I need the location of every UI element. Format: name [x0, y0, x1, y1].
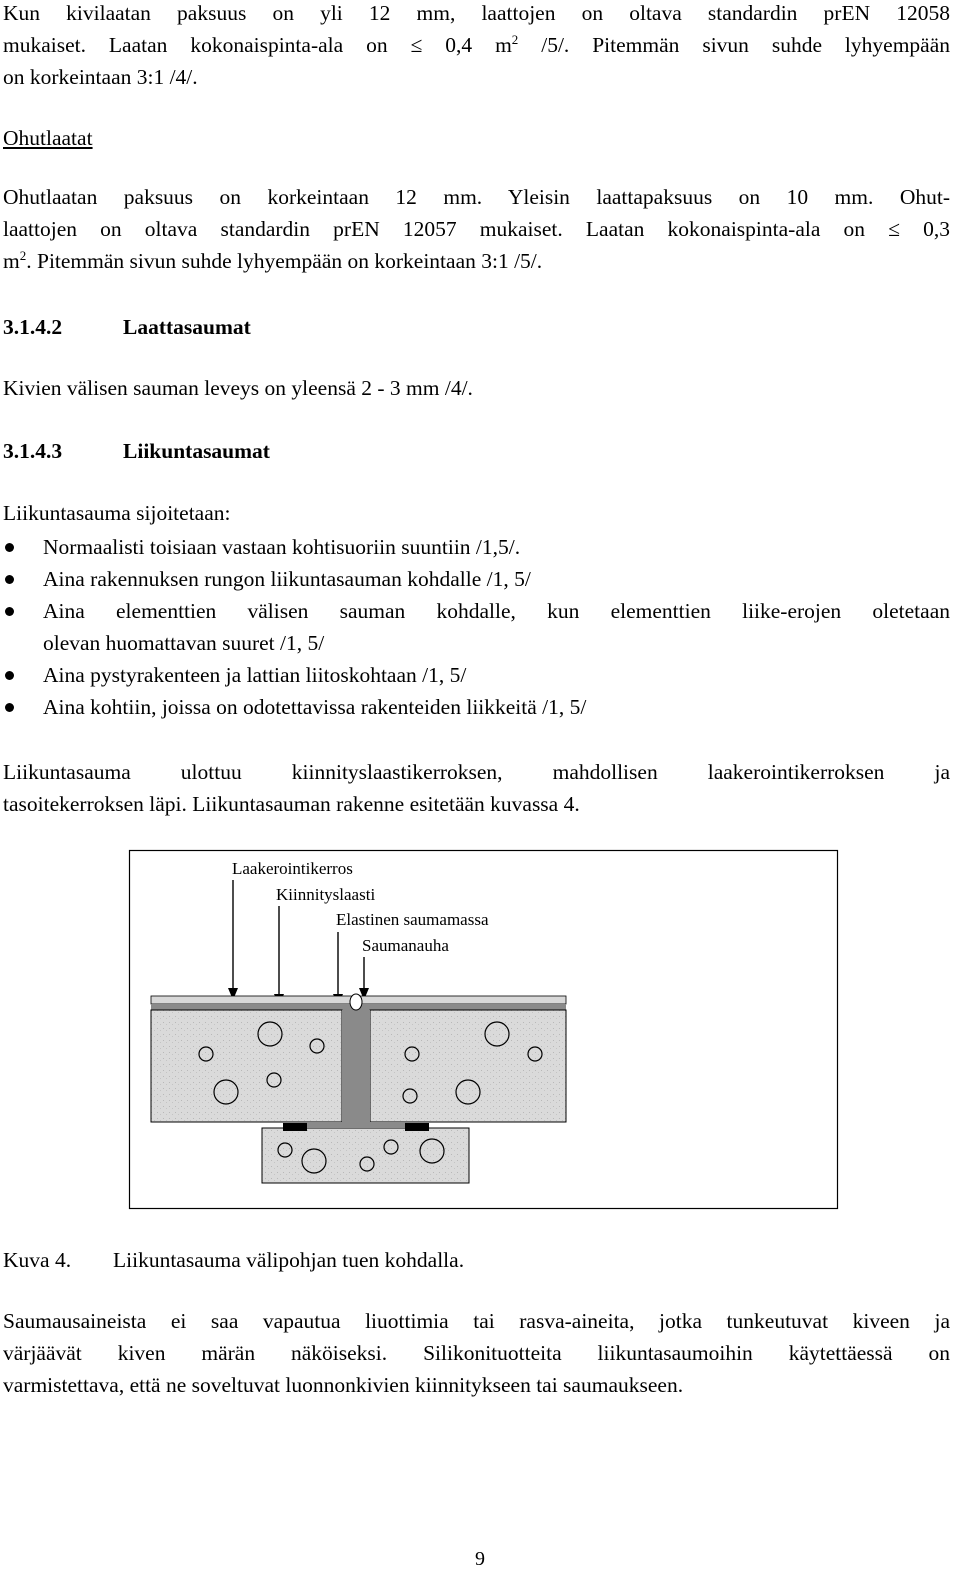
page-number: 9	[475, 1548, 485, 1570]
list-item: Aina elementtien välisen sauman kohdalle, kun elementtien liike-erojen oletetaan olevan huomattavan suuret /1, 5/	[0, 595, 950, 659]
label-kiinnityslaasti: Kiinnityslaasti	[276, 885, 376, 904]
closing-line-3: varmistettava, että ne soveltuvat luonnonkivien kiinnitykseen tai saumaukseen.	[3, 1373, 684, 1397]
liikuntasaumat-intro: Liikuntasauma sijoitetaan:	[3, 501, 231, 525]
caption-text: Liikuntasauma välipohjan tuen kohdalla.	[113, 1248, 465, 1272]
section-title: Laattasaumat	[123, 315, 251, 339]
intro-line-1: Kun kivilaatan paksuus on yli 12 mm, laattojen on oltava standardin prEN 12058	[3, 1, 950, 25]
support-beam	[262, 1128, 469, 1183]
list-item: Aina kohtiin, joissa on odotettavissa rakenteiden liikkeitä /1, 5/	[0, 691, 950, 723]
joint-base	[307, 1122, 405, 1128]
laattasaumat-text: Kivien välisen sauman leveys on yleensä 2 - 3 mm /4/.	[3, 376, 473, 400]
elastic-sealant	[350, 994, 362, 1010]
list-item: Aina pystyrakenteen ja lattian liitoskohtaan /1, 5/	[0, 659, 950, 691]
ohut-line-2: laattojen on oltava standardin prEN 12057 mukaiset. Laatan kokonaispinta-ala on ≤ 0,3	[3, 217, 950, 241]
bearing-pad-right	[405, 1123, 429, 1131]
list-item: Aina rakennuksen rungon liikuntasauman kohdalle /1, 5/	[0, 563, 950, 595]
caption-number: Kuva 4.	[3, 1248, 72, 1272]
paragraph-line-2: tasoitekerroksen läpi. Liikuntasauman rakenne esitetään kuvassa 4.	[3, 792, 580, 816]
list-item: Normaalisti toisiaan vastaan kohtisuoriin suuntiin /1,5/.	[0, 531, 950, 563]
closing-paragraph	[3, 1305, 950, 1401]
ohut-line-3: $m^2$. Pitemmän sivun suhde lyhyempään on korkeintaan 3:1 /5/.	[3, 247, 543, 273]
closing-line-2: värjäävät kiven märän näköiseksi. Silikonituotteita liikuntasaumoihin käytettäessä on	[3, 1341, 950, 1365]
bearing-pad-left	[283, 1123, 307, 1131]
slab-right	[370, 1010, 566, 1122]
intro-line-3: on korkeintaan 3:1 /4/.	[3, 65, 198, 89]
paragraph-line-1: Liikuntasauma ulottuu kiinnityslaastikerroksen, mahdollisen laakerointikerroksen ja	[3, 760, 950, 784]
slab-left	[151, 1010, 342, 1122]
section-title: Liikuntasaumat	[123, 439, 270, 463]
ohutlaatat-heading: Ohutlaatat	[3, 126, 93, 150]
joint-gap	[342, 1010, 370, 1128]
label-saumanauha: Saumanauha	[362, 936, 449, 955]
section-number: 3.1.4.3	[3, 439, 63, 463]
figure-caption	[3, 1244, 464, 1276]
label-elastinen-saumamassa: Elastinen saumamassa	[336, 910, 489, 929]
closing-line-1: Saumausaineista ei saa vapautua liuottimia tai rasva-aineita, jotka tunkeutuvat kiveen ja	[3, 1309, 950, 1333]
ohut-line-1: Ohutlaatan paksuus on korkeintaan 12 mm. Yleisin laattapaksuus on 10 mm. Ohut-	[3, 185, 950, 209]
intro-line-2: mukaiset. Laatan kokonaispinta-ala on ≤ 0,4 $m^2$ /5/. Pitemmän sivun suhde lyhyempään	[3, 31, 950, 57]
label-laakerointikerros: Laakerointikerros	[232, 859, 353, 878]
section-number: 3.1.4.2	[3, 315, 63, 339]
